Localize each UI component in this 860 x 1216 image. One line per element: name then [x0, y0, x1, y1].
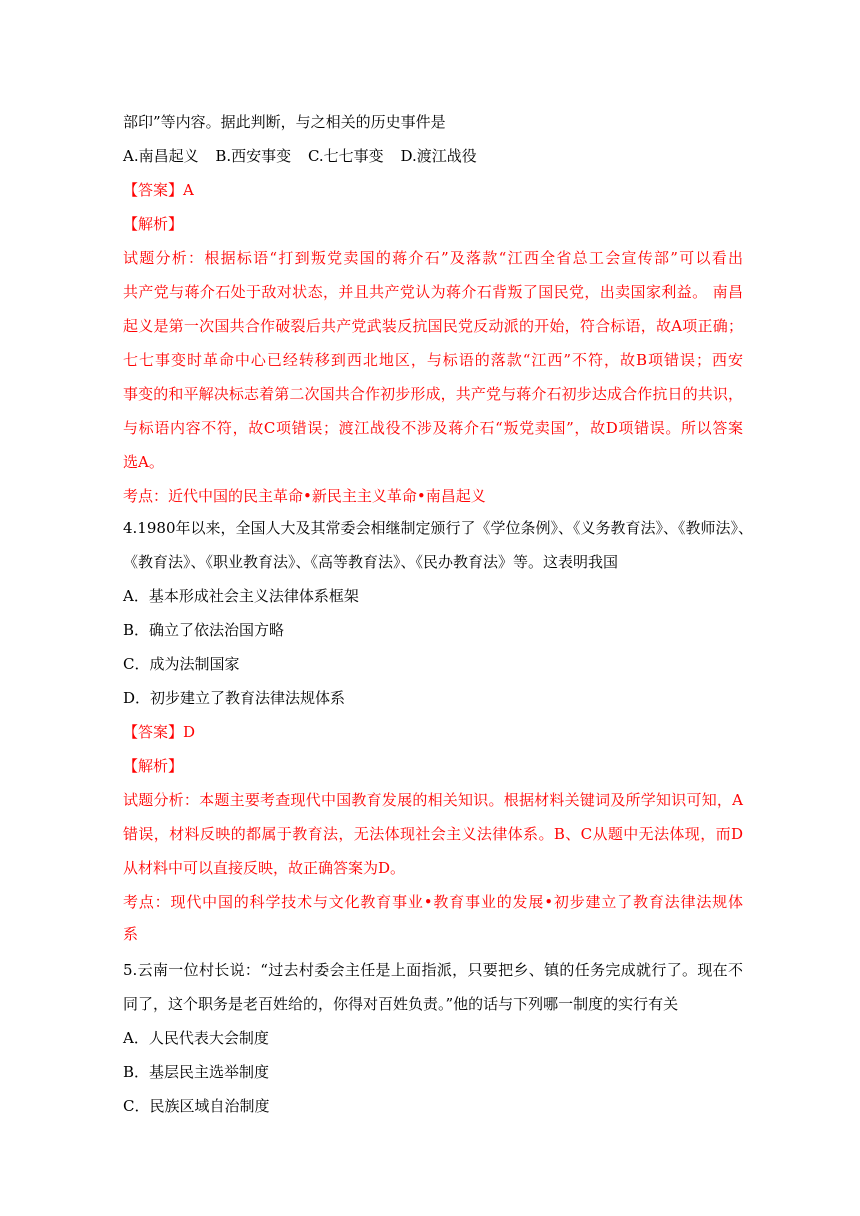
q3-option-b: B.西安事变 [215, 147, 292, 165]
q4-analysis-line: 试题分析：本题主要考查现代中国教育发展的相关知识。根据材料关键词及所学知识可知，A [123, 791, 743, 809]
q5-stem-line: 5.云南一位村长说：“过去村委会主任是上面指派，只要把乡、镇的任务完成就行了。现在不 [123, 961, 743, 979]
q4-analysis-line: 错误，材料反映的都属于教育法，无法体现社会主义法律体系。B、C从题中无法体现，而D [123, 825, 743, 843]
q4-analysis-line: 从材料中可以直接反映，故正确答案为D。 [123, 859, 406, 877]
q4-option-d: D．初步建立了教育法律法规体系 [123, 689, 346, 707]
q4-kaodian-line: 考点：现代中国的科学技术与文化教育事业•教育事业的发展•初步建立了教育法律法规体 [123, 893, 743, 911]
q4-option-a: A．基本形成社会主义法律体系框架 [123, 587, 359, 605]
q3-analysis-line: 试题分析：根据标语“打到叛党卖国的蒋介石”及落款“江西全省总工会宣传部”可以看出 [123, 249, 743, 267]
q5-option-b: B．基层民主选举制度 [123, 1063, 270, 1081]
q3-option-c: C.七七事变 [307, 147, 384, 165]
q5-stem-line: 同了，这个职务是老百姓给的，你得对百姓负责。”他的话与下列哪一制度的实行有关 [123, 995, 679, 1013]
q3-analysis-line: 事变的和平解决标志着第二次国共合作初步形成，共产党与蒋介石初步达成合作抗日的共识， [123, 385, 743, 403]
q3-answer: 【答案】A [123, 181, 194, 199]
q3-stem-tail: 部印”等内容。据此判断，与之相关的历史事件是 [123, 113, 446, 131]
q3-analysis-line: 共产党与蒋介石处于敌对状态，并且共产党认为蒋介石背叛了国民党，出卖国家利益。 南昌 [123, 283, 743, 301]
q3-analysis-line: 选A。 [123, 453, 164, 471]
q3-options [123, 146, 743, 166]
q5-option-c: C．民族区域自治制度 [123, 1097, 270, 1115]
q4-analysis-heading: 【解析】 [123, 757, 184, 775]
q3-analysis-heading: 【解析】 [123, 215, 184, 233]
q3-option-d: D.渡江战役 [400, 147, 477, 165]
q4-stem-line: 4.1980年以来，全国人大及其常委会相继制定颁行了《学位条例》、《义务教育法》、《教师法》、 [123, 519, 753, 537]
q4-stem-line: 《教育法》、《职业教育法》、《高等教育法》、《民办教育法》等。这表明我国 [123, 553, 619, 571]
q4-answer: 【答案】D [123, 723, 196, 741]
q3-kaodian: 考点：近代中国的民主革命•新民主主义革命•南昌起义 [123, 487, 486, 505]
q4-option-b: B．确立了依法治国方略 [123, 621, 285, 639]
q3-analysis-line: 与标语内容不符，故C项错误；渡江战役不涉及蒋介石“叛党卖国”，故D项错误。所以答案 [123, 419, 743, 437]
q3-analysis-line: 起义是第一次国共合作破裂后共产党武装反抗国民党反动派的开始，符合标语，故A项正确； [123, 317, 743, 335]
q3-analysis-line: 七七事变时革命中心已经转移到西北地区，与标语的落款“江西”不符，故B项错误；西安 [123, 351, 743, 369]
q4-option-c: C．成为法制国家 [123, 655, 240, 673]
q3-option-a: A.南昌起义 [123, 147, 199, 165]
q4-kaodian-line: 系 [123, 925, 139, 943]
q5-option-a: A．人民代表大会制度 [123, 1029, 269, 1047]
